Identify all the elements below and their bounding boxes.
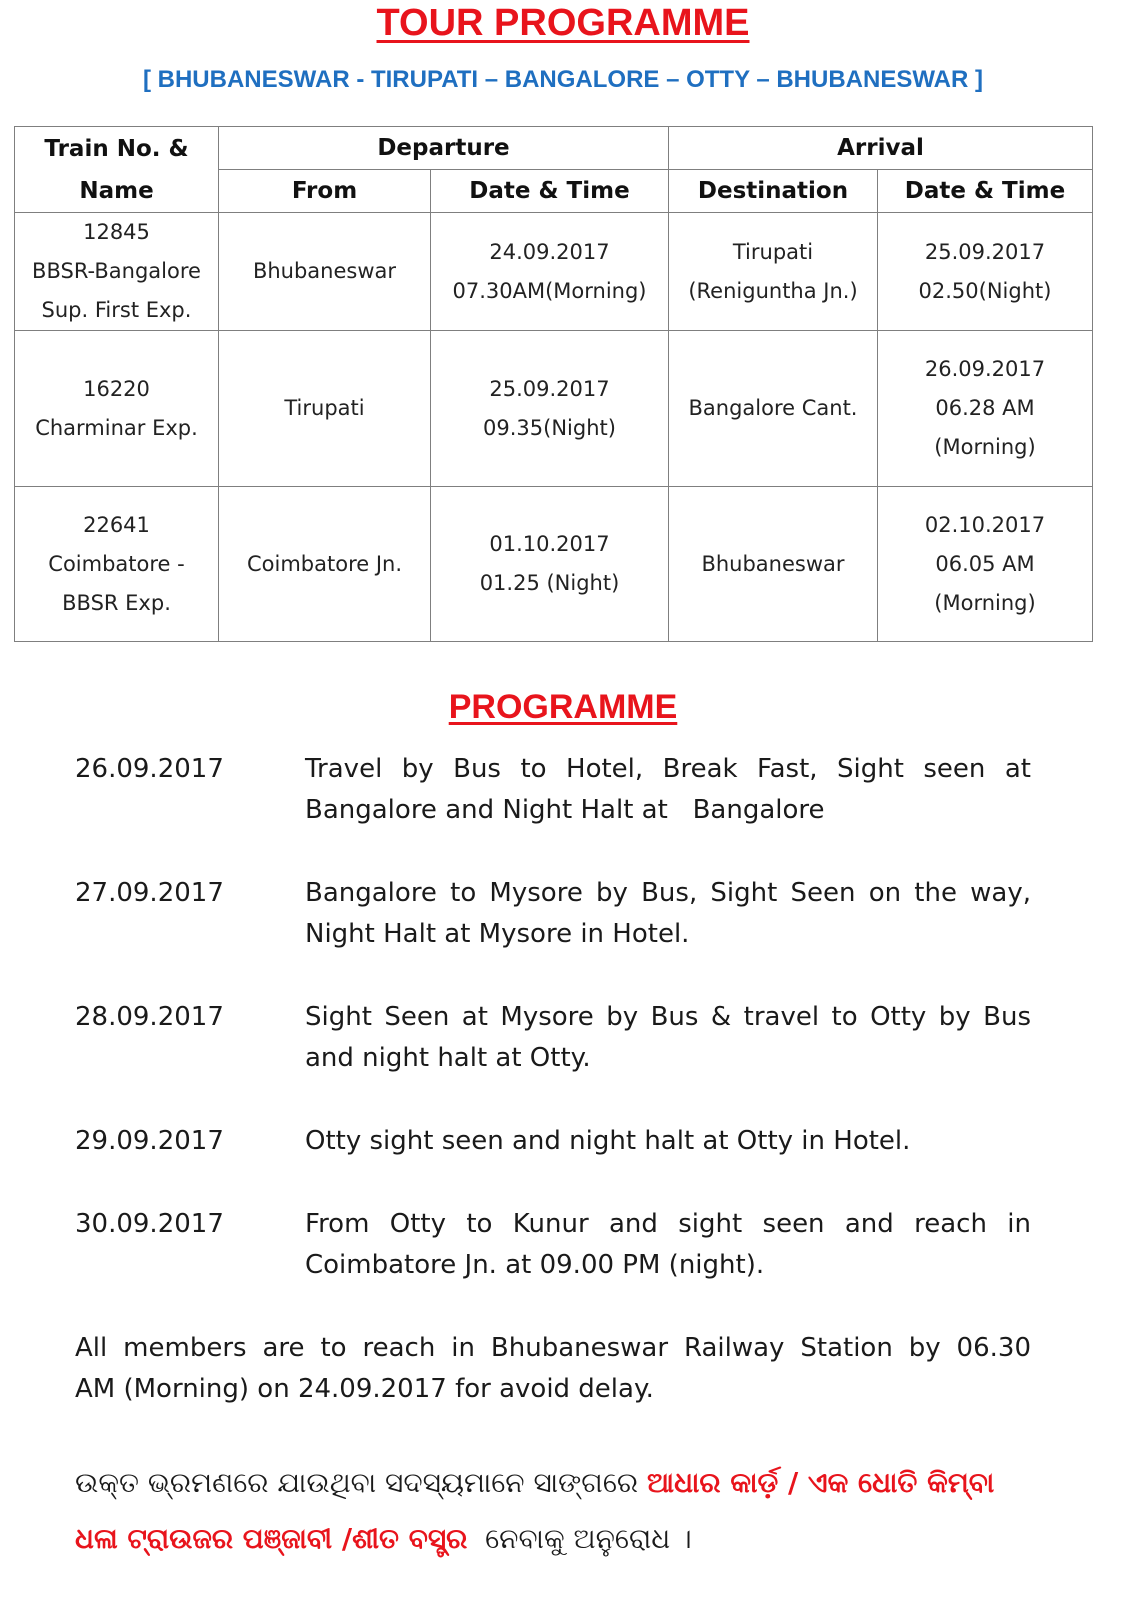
train-number: 22641 bbox=[83, 512, 150, 537]
programme-text bbox=[305, 749, 1031, 831]
header-departure-datetime: Date & Time bbox=[431, 170, 669, 213]
arrival-time: 06.28 AM bbox=[935, 396, 1035, 420]
departure-time: 09.35(Night) bbox=[483, 415, 616, 440]
odia-highlight: ଆଧାର କାର୍ଡ଼ / ଏକ ଧୋତି କିମ୍ବା bbox=[646, 1466, 995, 1499]
destination-cell bbox=[669, 331, 878, 487]
train-schedule-table bbox=[14, 126, 1093, 642]
odia-text: ନେବାକୁ ଅନୁରୋଧ । bbox=[467, 1522, 692, 1555]
departure-date: 25.09.2017 bbox=[489, 376, 610, 401]
destination-name: Bhubaneswar bbox=[701, 551, 845, 576]
header-train bbox=[15, 127, 219, 213]
train-cell bbox=[15, 487, 219, 642]
departure-datetime-cell bbox=[431, 331, 669, 487]
odia-line bbox=[75, 1511, 1055, 1567]
departure-date: 24.09.2017 bbox=[489, 239, 610, 264]
train-cell bbox=[15, 213, 219, 331]
note-line: AM (Morning) on 24.09.2017 for avoid delay. bbox=[75, 1374, 654, 1404]
arrival-note: (Morning) bbox=[934, 435, 1036, 459]
reporting-note bbox=[75, 1328, 1031, 1410]
train-number: 16220 bbox=[83, 376, 150, 401]
header-departure: Departure bbox=[219, 127, 669, 170]
programme-date: 26.09.2017 bbox=[75, 754, 224, 784]
from-cell: Bhubaneswar bbox=[219, 213, 431, 331]
programme-line: Bangalore and Night Halt at Bangalore bbox=[305, 795, 825, 825]
train-cell bbox=[15, 331, 219, 487]
arrival-time: 06.05 AM bbox=[935, 551, 1035, 576]
programme-text bbox=[305, 1121, 1031, 1162]
programme-date: 29.09.2017 bbox=[75, 1126, 224, 1156]
header-from: From bbox=[219, 170, 431, 213]
arrival-datetime-cell bbox=[878, 487, 1093, 642]
odia-highlight: ଧଳା ଟ୍ରାଉଜର ପଞ୍ଜାବୀ /ଶୀତ ବସ୍ତ୍ର bbox=[75, 1522, 468, 1555]
page-title: TOUR PROGRAMME bbox=[376, 2, 750, 44]
programme-title: PROGRAMME bbox=[448, 688, 678, 726]
destination-cell bbox=[669, 213, 878, 331]
departure-datetime-cell bbox=[431, 487, 669, 642]
departure-date: 01.10.2017 bbox=[489, 532, 610, 556]
arrival-date: 26.09.2017 bbox=[924, 357, 1046, 381]
destination-cell bbox=[669, 487, 878, 642]
programme-line: Sight Seen at Mysore by Bus & travel to Otty by Bus bbox=[305, 1002, 1031, 1032]
arrival-datetime-cell bbox=[878, 331, 1093, 487]
arrival-date: 02.10.2017 bbox=[924, 512, 1046, 537]
note-line: All members are to reach in Bhubaneswar Railway Station by 06.30 bbox=[75, 1333, 1031, 1363]
header-arrival: Arrival bbox=[669, 127, 1093, 170]
odia-text: ଉକ୍ତ ଭ୍ରମଣରେ ଯାଉଥିବା ସଦସ୍ୟମାନେ ସାଙ୍ଗରେ bbox=[75, 1466, 647, 1499]
programme-line: Travel by Bus to Hotel, Break Fast, Sight seen at bbox=[305, 754, 1031, 784]
train-name: BBSR Exp. bbox=[62, 590, 171, 615]
programme-line: Bangalore to Mysore by Bus, Sight Seen on the way, bbox=[305, 878, 1031, 908]
programme-line: Coimbatore Jn. at 09.00 PM (night). bbox=[305, 1250, 765, 1280]
arrival-note: (Morning) bbox=[934, 590, 1036, 615]
table-row bbox=[15, 331, 1093, 487]
programme-text bbox=[305, 1204, 1031, 1286]
programme-line: and night halt at Otty. bbox=[305, 1043, 591, 1073]
departure-time: 07.30AM(Morning) bbox=[452, 278, 647, 303]
header-train-label: Train No. & Name bbox=[44, 135, 189, 204]
programme-line: Otty sight seen and night halt at Otty in Hotel. bbox=[305, 1126, 911, 1156]
destination-name: Tirupati bbox=[732, 239, 814, 264]
destination-detail: (Reniguntha Jn.) bbox=[688, 278, 858, 303]
departure-datetime-cell bbox=[431, 213, 669, 331]
departure-time: 01.25 (Night) bbox=[479, 571, 620, 595]
programme-date: 27.09.2017 bbox=[75, 878, 224, 908]
odia-request-note bbox=[75, 1455, 1055, 1567]
destination-name: Bangalore Cant. bbox=[688, 396, 858, 420]
from-cell: Coimbatore Jn. bbox=[219, 487, 431, 642]
table-row bbox=[15, 487, 1093, 642]
odia-line bbox=[75, 1455, 1055, 1511]
programme-text bbox=[305, 873, 1031, 955]
train-name: Charminar Exp. bbox=[35, 415, 198, 440]
train-name: Sup. First Exp. bbox=[41, 298, 192, 322]
table-row bbox=[15, 213, 1093, 331]
arrival-time: 02.50(Night) bbox=[918, 278, 1052, 303]
table-header-row bbox=[15, 127, 1093, 170]
from-cell: Tirupati bbox=[219, 331, 431, 487]
train-number: 12845 bbox=[83, 220, 150, 244]
header-destination: Destination bbox=[669, 170, 878, 213]
route-subtitle: [ BHUBANESWAR - TIRUPATI – BANGALORE – OTTY – BHUBANESWAR ] bbox=[142, 66, 984, 93]
train-name: BBSR-Bangalore bbox=[32, 259, 201, 283]
arrival-datetime-cell bbox=[878, 213, 1093, 331]
arrival-date: 25.09.2017 bbox=[924, 239, 1046, 264]
programme-line: Night Halt at Mysore in Hotel. bbox=[305, 919, 690, 949]
programme-date: 28.09.2017 bbox=[75, 1002, 224, 1032]
train-name: Coimbatore - bbox=[48, 551, 185, 576]
header-arrival-datetime: Date & Time bbox=[878, 170, 1093, 213]
programme-line: From Otty to Kunur and sight seen and reach in bbox=[305, 1209, 1031, 1239]
programme-text bbox=[305, 997, 1031, 1079]
programme-date: 30.09.2017 bbox=[75, 1209, 224, 1239]
